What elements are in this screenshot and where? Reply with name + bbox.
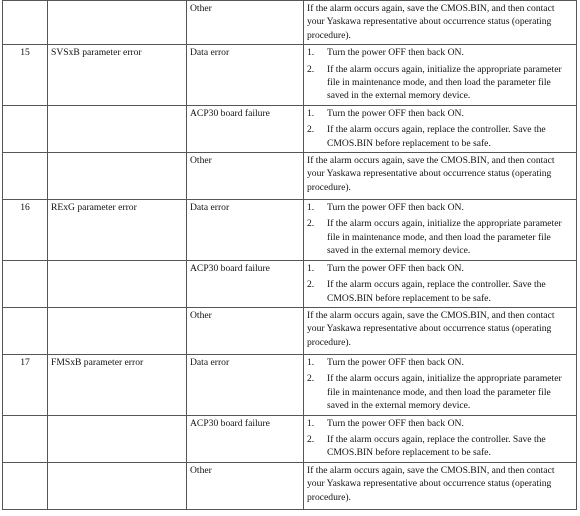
step-text: If the alarm occurs again, replace the controller. Save the CMOS.BIN before replacement to be safe. (327, 279, 546, 304)
alarm-name-cell (48, 415, 187, 462)
alarm-number-cell (3, 415, 48, 462)
table-row (3, 200, 577, 261)
alarm-number: 16 (20, 202, 30, 214)
table-row (3, 153, 577, 200)
table-row (3, 260, 577, 307)
step-text: If the alarm occurs again, replace the controller. Save the CMOS.BIN before replacement to be safe. (327, 124, 546, 149)
cause-cell: Data error (187, 354, 304, 415)
remedy-cell (304, 200, 577, 261)
remedy-cell (304, 260, 577, 307)
alarm-number-cell (3, 307, 48, 354)
alarm-table (2, 0, 577, 510)
cause-cell: ACP30 board failure (187, 415, 304, 462)
step-number: 2. (307, 124, 315, 136)
alarm-number-cell (3, 105, 48, 152)
alarm-number-cell (3, 1, 48, 45)
remedy-step (307, 356, 573, 369)
remedy-step (307, 262, 573, 275)
remedy-text: If the alarm occurs again, save the CMOS.BIN, and then contact your Yaskawa representative about occurrence status (operating procedure). (304, 1, 577, 45)
step-number: 2. (307, 63, 315, 75)
step-number: 2. (307, 279, 315, 291)
alarm-name-cell (48, 260, 187, 307)
step-number: 1. (307, 107, 315, 119)
step-number: 1. (307, 356, 315, 368)
alarm-number-cell (3, 260, 48, 307)
alarm-name-cell (48, 1, 187, 45)
cause-cell: Other (187, 1, 304, 45)
remedy-step (307, 46, 573, 59)
alarm-name-cell (48, 354, 187, 415)
table-row (3, 1, 577, 45)
alarm-number: 15 (20, 47, 30, 59)
table-row (3, 354, 577, 415)
alarm-number-cell (3, 200, 48, 261)
remedy-cell (304, 354, 577, 415)
remedy-step (307, 433, 573, 460)
table-row (3, 462, 577, 509)
table-row (3, 415, 577, 462)
step-text: If the alarm occurs again, initialize the appropriate parameter file in maintenance mode, and then load the parameter file saved in the external memory device. (327, 63, 562, 102)
alarm-number-cell (3, 45, 48, 106)
remedy-step (307, 107, 573, 120)
alarm-number-cell (3, 153, 48, 200)
cause-cell: Data error (187, 200, 304, 261)
alarm-number-cell (3, 354, 48, 415)
remedy-step (307, 278, 573, 305)
remedy-steps (307, 356, 573, 413)
step-number: 1. (307, 417, 315, 429)
remedy-steps (307, 417, 573, 460)
cause-cell: Other (187, 307, 304, 354)
alarm-name: FMSxB parameter error (51, 356, 144, 368)
step-text: Turn the power OFF then back ON. (327, 47, 464, 59)
alarm-name: RExG parameter error (51, 202, 137, 214)
alarm-number: 17 (20, 356, 30, 368)
step-text: If the alarm occurs again, replace the controller. Save the CMOS.BIN before replacement to be safe. (327, 433, 546, 459)
table-row (3, 45, 577, 106)
step-text: Turn the power OFF then back ON. (327, 417, 464, 429)
remedy-cell (304, 105, 577, 152)
remedy-steps (307, 107, 573, 150)
step-number: 1. (307, 47, 315, 59)
alarm-name-cell (48, 307, 187, 354)
alarm-table-body (3, 1, 577, 510)
step-text: Turn the power OFF then back ON. (327, 356, 464, 368)
remedy-text: If the alarm occurs again, save the CMOS.BIN, and then contact your Yaskawa representative about occurrence status (operating procedure). (304, 462, 577, 509)
remedy-step (307, 63, 573, 103)
step-number: 1. (307, 262, 315, 274)
alarm-name-cell (48, 462, 187, 509)
step-text: Turn the power OFF then back ON. (327, 202, 464, 214)
cause-cell: Other (187, 153, 304, 200)
step-text: Turn the power OFF then back ON. (327, 107, 464, 119)
alarm-name-cell (48, 45, 187, 106)
remedy-step (307, 123, 573, 150)
table-row (3, 105, 577, 152)
cause-cell: Other (187, 462, 304, 509)
alarm-name-cell (48, 105, 187, 152)
remedy-steps (307, 201, 573, 258)
alarm-name-cell (48, 200, 187, 261)
step-text: Turn the power OFF then back ON. (327, 262, 464, 274)
alarm-name: SVSxB parameter error (51, 47, 142, 59)
step-number: 2. (307, 433, 315, 445)
alarm-number-cell (3, 462, 48, 509)
alarm-name-cell (48, 153, 187, 200)
remedy-step (307, 372, 573, 412)
step-text: If the alarm occurs again, initialize the appropriate parameter file in maintenance mode, and then load the parameter file saved in the external memory device. (327, 373, 562, 412)
remedy-steps (307, 262, 573, 305)
remedy-step (307, 217, 573, 257)
remedy-step (307, 201, 573, 214)
step-number: 1. (307, 202, 315, 214)
remedy-step (307, 417, 573, 430)
step-number: 2. (307, 218, 315, 230)
remedy-cell (304, 45, 577, 106)
remedy-text: If the alarm occurs again, save the CMOS.BIN, and then contact your Yaskawa representative about occurrence status (operating procedure). (304, 307, 577, 354)
table-row (3, 307, 577, 354)
step-number: 2. (307, 373, 315, 385)
cause-cell: ACP30 board failure (187, 260, 304, 307)
remedy-steps (307, 46, 573, 103)
remedy-cell (304, 415, 577, 462)
remedy-text: If the alarm occurs again, save the CMOS.BIN, and then contact your Yaskawa representative about occurrence status (operating procedure). (304, 153, 577, 200)
step-text: If the alarm occurs again, initialize the appropriate parameter file in maintenance mode, and then load the parameter file saved in the external memory device. (327, 218, 562, 257)
cause-cell: ACP30 board failure (187, 105, 304, 152)
cause-cell: Data error (187, 45, 304, 106)
